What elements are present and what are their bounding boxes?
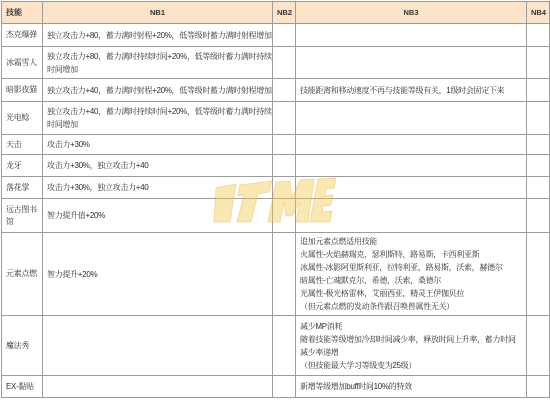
nb1-cell [43, 135, 273, 155]
nb1-text-line: 智力提升+20% [47, 269, 98, 279]
nb1-cell [43, 47, 273, 79]
nb3-cell [296, 233, 527, 316]
nb3-text-line: （但技能最大学习等级变为25级） [300, 360, 417, 370]
nb3-text-line: （但元素点燃的发动条件跟召唤兽属性无关） [300, 302, 454, 311]
skill-name: 光电鲶 [2, 102, 43, 135]
nb4-cell [527, 376, 550, 398]
nb1-text-line: 独立攻击力+40，蓄力满时持续时间+20%，低等级时蓄力满时持续 [47, 107, 272, 116]
header-nb4: NB4 [527, 2, 550, 24]
skill-name: 暗影夜猫 [2, 79, 43, 102]
nb4-cell [527, 102, 550, 135]
nb1-cell [43, 199, 273, 233]
header-nb3: NB3 [296, 2, 527, 24]
nb1-cell [43, 233, 273, 316]
table-row [2, 102, 550, 135]
skill-name: 天击 [2, 135, 43, 155]
table-row [2, 199, 550, 233]
nb4-cell [527, 24, 550, 47]
header-skill: 技能 [2, 2, 43, 24]
nb2-cell [273, 79, 296, 102]
table-row [2, 47, 550, 79]
nb3-cell [296, 79, 527, 102]
nb2-cell [273, 102, 296, 135]
header-nb1: NB1 [43, 2, 273, 24]
table-row [2, 24, 550, 47]
nb3-cell [296, 102, 527, 135]
nb1-cell [43, 155, 273, 177]
nb3-cell [296, 135, 527, 155]
header-nb2: NB2 [273, 2, 296, 24]
nb1-cell [43, 316, 273, 376]
nb3-cell [296, 155, 527, 177]
nb2-cell [273, 47, 296, 79]
nb3-cell [296, 376, 527, 398]
skill-name: 落花掌 [2, 177, 43, 199]
nb1-cell [43, 102, 273, 135]
nb1-text-line: 独立攻击力+80，蓄力满时持续时间+20%，低等级时蓄力满时持续 [47, 51, 272, 61]
table-row [2, 177, 550, 199]
nb2-cell [273, 155, 296, 177]
skill-name: 远古图书馆 [2, 199, 43, 233]
table-row [2, 376, 550, 398]
nb3-cell [296, 47, 527, 79]
skill-name: 冰霜雪人 [2, 47, 43, 79]
nb1-text-line: 攻击力+30%，独立攻击力+40 [47, 161, 149, 170]
nb1-cell [43, 376, 273, 398]
nb1-text-line: 独立攻击力+40，蓄力满时射程+20%，低等级时蓄力满时射程增加 [47, 85, 272, 95]
table-row [2, 316, 550, 376]
nb1-text-line: 时间增加 [47, 120, 78, 129]
skill-name: 龙牙 [2, 155, 43, 177]
nb1-text-line: 智力提升值+20% [47, 211, 105, 220]
nb2-cell [273, 24, 296, 47]
nb3-cell [296, 316, 527, 376]
nb2-cell [273, 233, 296, 316]
header-row [2, 2, 550, 24]
nb1-cell [43, 177, 273, 199]
nb4-cell [527, 47, 550, 79]
nb3-cell [296, 177, 527, 199]
nb4-cell [527, 155, 550, 177]
nb3-text-line: 减少率递增 [300, 347, 339, 357]
nb3-text-line: 减少MP消耗 [300, 321, 343, 331]
nb2-cell [273, 316, 296, 376]
nb2-cell [273, 199, 296, 233]
skill-name: 魔法秀 [2, 316, 43, 376]
table-row [2, 79, 550, 102]
nb3-text-line: 火属性-火焰赫瑞克，瑟利斯特，路易斯，卡西利亚斯 [300, 250, 480, 259]
nb1-text-line: 独立攻击力+80，蓄力满时射程+20%，低等级时蓄力满时射程增加 [47, 30, 272, 40]
nb4-cell [527, 177, 550, 199]
nb2-cell [273, 177, 296, 199]
nb3-text-line: 随着技能等级增加冷却时间减少率，释放时间上升率，蓄力时间 [300, 334, 516, 344]
skill-name: 杰克爆弹 [2, 24, 43, 47]
nb4-cell [527, 316, 550, 376]
nb4-cell [527, 79, 550, 102]
nb3-text-line: 暗属性-亡魂默克尔，希德，沃索，桑德尔 [300, 276, 441, 285]
nb3-text-line: 新增等级增加buff时间10%的特效 [300, 382, 412, 391]
table-row [2, 155, 550, 177]
skill-name: EX-黏贴 [2, 376, 43, 398]
nb1-text-line: 攻击力+30%，独立攻击力+40 [47, 183, 149, 192]
table-row [2, 233, 550, 316]
skills-comparison-table [1, 1, 550, 398]
nb1-text-line: 时间增加 [47, 64, 78, 74]
nb4-cell [527, 233, 550, 316]
nb1-text-line: 攻击力+30% [47, 140, 90, 149]
nb3-text-line: 冰属性-冰影阿里斯利亚，拉特利亚，路易斯，沃索，赫德尔 [300, 263, 503, 272]
nb1-cell [43, 24, 273, 47]
nb3-cell [296, 199, 527, 233]
nb4-cell [527, 135, 550, 155]
nb3-text-line: 技能距离和移动速度不再与技能等级有关，1级时会固定下来 [300, 85, 505, 95]
nb3-cell [296, 24, 527, 47]
nb3-text-line: 追加元素点燃适用技能 [300, 237, 377, 246]
nb2-cell [273, 376, 296, 398]
skill-name: 元素点燃 [2, 233, 43, 316]
nb4-cell [527, 199, 550, 233]
table-row [2, 135, 550, 155]
nb2-cell [273, 135, 296, 155]
nb1-cell [43, 79, 273, 102]
nb3-text-line: 光属性-极光格雷林，艾丽西亚，精灵王伊伽贝拉 [300, 289, 465, 298]
